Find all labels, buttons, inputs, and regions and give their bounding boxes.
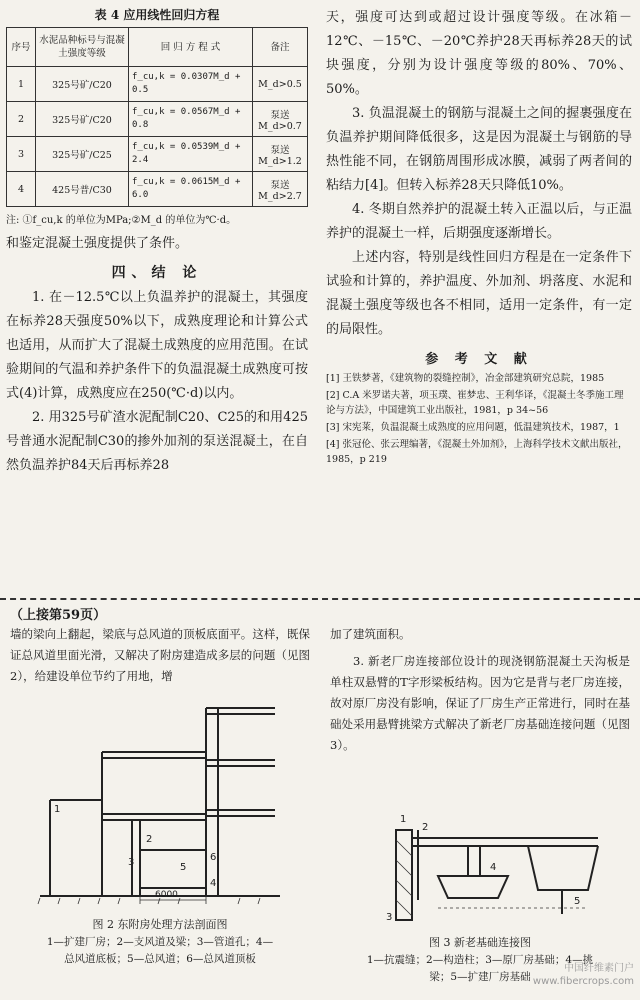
row-equation: f_cu,k = 0.0539M_d + 2.4 bbox=[129, 137, 253, 172]
row-note: 泵送 M_d>0.7 bbox=[253, 102, 308, 137]
fig3-label-5: 5 bbox=[574, 896, 581, 907]
figure-2-caption: 图 2 东附房处理方法剖面图 bbox=[92, 918, 228, 931]
figure-2-dimension: 6000 bbox=[155, 890, 178, 900]
reference-item: [3] 宋宪莱，负温混凝土成熟度的应用问题，低温建筑技术，1987，1 bbox=[326, 422, 620, 433]
figure-3-legend-2: 梁；5—扩建厂房基础 bbox=[429, 971, 531, 983]
table-header-no: 序号 bbox=[7, 28, 36, 67]
fig2-label-1: 1 bbox=[54, 804, 61, 815]
figure-3 bbox=[378, 790, 618, 930]
watermark-line-1: 中国纤维素门户 bbox=[564, 963, 634, 974]
conclusion-point-1: 1. 在－12.5℃以上负温养护的混凝土，其强度在标养28天强度50%以下，成熟度理论和计算公式也适用，从而扩大了混凝土成熟度的应用范围。在试验期间的气温和养护条件下的负温混凝土成熟度可按式(4)计算，成熟度应在250(℃·d)以内。 bbox=[6, 290, 308, 401]
row-cement: 325号矿/C20 bbox=[36, 67, 129, 102]
table-note: 注: ①f_cu,k 的单位为MPa;②M_d 的单位为℃·d。 bbox=[6, 215, 237, 226]
table-4-title: 表 4 应用线性回归方程 bbox=[94, 8, 220, 22]
figure-2-legend-1: 1—扩建厂房；2—支风道及梁；3—管道孔；4— bbox=[46, 936, 274, 948]
continuation-left bbox=[10, 624, 310, 687]
figure-3-legend-1: 1—抗震缝；2—构造柱；3—原厂房基础；4—挑 bbox=[366, 954, 594, 966]
figure-2-section-drawing bbox=[30, 700, 300, 906]
section-title-conclusion: 四、结 论 bbox=[111, 265, 203, 281]
fig2-label-4: 4 bbox=[210, 878, 217, 889]
fig2-label-2: 2 bbox=[146, 834, 153, 845]
table-header-note: 备注 bbox=[253, 28, 308, 67]
fig2-label-6: 6 bbox=[210, 852, 217, 863]
summary-paragraph: 上述内容，特别是线性回归方程是在一定条件下试验和计算的，养护温度、外加剂、坍落度、水泥和混凝土强度等级也各不相同，适用一定条件，有一定的局限性。 bbox=[326, 250, 632, 337]
figure-3-foundation-drawing bbox=[378, 790, 618, 930]
watermark-line-2: www.fibercrops.com bbox=[532, 976, 634, 987]
continuation-left-text: 墙的梁向上翻起，梁底与总风道的顶板底面平。这样，既保证总风道里面光滑，又解决了附房建造成多层的问题（见图2），给建设单位节约了用地，增 bbox=[10, 627, 310, 683]
reference-item: [1] 王铁梦著，《建筑物的裂缝控制》，冶金部建筑研究总院，1985 bbox=[326, 373, 605, 384]
row-no: 4 bbox=[7, 172, 36, 207]
figure-2-legend-2: 总风道底板；5—总风道；6—总风道顶板 bbox=[64, 953, 256, 965]
continuation-right-text-1: 加了建筑面积。 bbox=[330, 627, 411, 641]
conclusion-point-2-cont: 天，强度可达到或超过设计强度等级。在冰箱－12℃、－15℃、－20℃养护28天再标养28天的试块强度，分别为设计强度等级的80%、70%、50%。 bbox=[326, 10, 632, 97]
table-header-cement: 水泥品种标号与混凝土强度等级 bbox=[36, 28, 129, 67]
table-row bbox=[7, 67, 308, 102]
left-column bbox=[6, 6, 308, 478]
paragraph-after-table: 和鉴定混凝土强度提供了条件。 bbox=[6, 236, 189, 251]
row-note: 泵送 M_d>1.2 bbox=[253, 137, 308, 172]
conclusion-point-3: 3. 负温混凝土的钢筋与混凝土之间的握裹强度在负温养护期间降低很多，这是因为混凝土与钢筋的导热性能不同，在钢筋周围形成冰膜，减弱了两者间的粘结力[4]。但转入标养28天只降低10%。 bbox=[326, 106, 632, 193]
section-divider bbox=[0, 598, 640, 600]
continuation-right bbox=[330, 624, 630, 756]
references-title: 参 考 文 献 bbox=[425, 352, 533, 367]
continuation-title: （上接第59页） bbox=[10, 608, 107, 623]
table-row bbox=[7, 172, 308, 207]
table-header-equation: 回 归 方 程 式 bbox=[129, 28, 253, 67]
reference-item: [2] C.A 米罗诺夫著，项玉璞、崔梦忠、王利华译，《混凝土冬季施工理论与方法》，中国建筑工业出版社，1981，p 34~56 bbox=[326, 390, 624, 416]
row-note: M_d>0.5 bbox=[253, 67, 308, 102]
row-note: 泵送 M_d>2.7 bbox=[253, 172, 308, 207]
row-equation: f_cu,k = 0.0567M_d + 0.8 bbox=[129, 102, 253, 137]
reference-item: [4] 张冠伦、张云理编著，《混凝土外加剂》，上海科学技术文献出版社，1985，p 219 bbox=[326, 439, 628, 465]
watermark bbox=[533, 962, 634, 988]
table-row bbox=[7, 137, 308, 172]
regression-table bbox=[6, 27, 308, 207]
row-equation: f_cu,k = 0.0307M_d + 0.5 bbox=[129, 67, 253, 102]
fig3-label-4: 4 bbox=[490, 862, 497, 873]
figure-2-caption-block bbox=[10, 916, 310, 968]
row-no: 3 bbox=[7, 137, 36, 172]
fig2-label-3: 3 bbox=[128, 857, 135, 868]
right-column bbox=[326, 6, 632, 469]
row-equation: f_cu,k = 0.0615M_d + 6.0 bbox=[129, 172, 253, 207]
conclusion-point-4: 4. 冬期自然养护的混凝土转入正温以后，与正温养护的混凝土一样，后期强度逐渐增长。 bbox=[326, 202, 632, 241]
row-cement: 325号矿/C20 bbox=[36, 102, 129, 137]
row-cement: 325号矿/C25 bbox=[36, 137, 129, 172]
fig2-label-5: 5 bbox=[180, 862, 187, 873]
fig3-label-3: 3 bbox=[386, 912, 393, 923]
fig3-label-2: 2 bbox=[422, 822, 429, 833]
figure-3-caption: 图 3 新老基础连接图 bbox=[429, 936, 531, 949]
table-row bbox=[7, 102, 308, 137]
conclusion-point-2: 2. 用325号矿渣水泥配制C20、C25的和用425号普通水泥配制C30的掺外加剂的泵送混凝土，在自然负温养护84天后再标养28 bbox=[6, 410, 308, 473]
fig3-label-1: 1 bbox=[400, 814, 407, 825]
continuation-right-text-2: 3. 新老厂房连接部位设计的现浇钢筋混凝土天沟板是单柱双悬臂的T字形梁板结构。因为它是背与老厂房连接，故对原厂房没有影响，保证了厂房生产正常进行，同时在基础处采用悬臂挑梁方式解决了新老厂房基础连接问题（见图3）。 bbox=[330, 654, 630, 752]
row-no: 2 bbox=[7, 102, 36, 137]
row-cement: 425号普/C30 bbox=[36, 172, 129, 207]
figure-2 bbox=[30, 700, 300, 906]
row-no: 1 bbox=[7, 67, 36, 102]
